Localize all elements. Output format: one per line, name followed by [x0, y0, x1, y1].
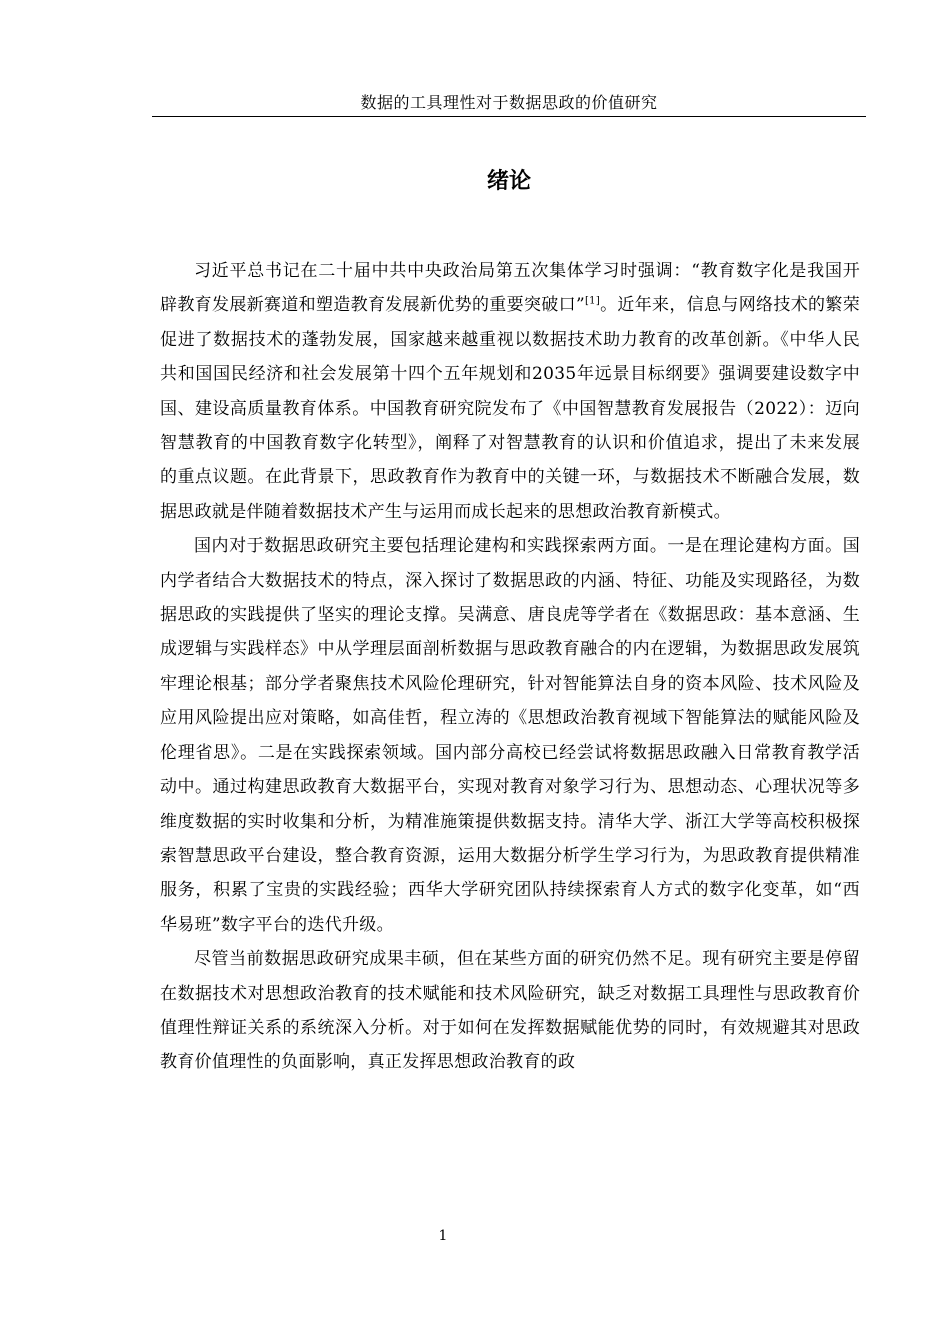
page-number: 1: [438, 1228, 448, 1244]
paragraph-2: 国内对于数据思政研究主要包括理论建构和实践探索两方面。一是在理论建构方面。国内学者结合大数据技术的特点，深入探讨了数据思政的内涵、特征、功能及实现路径，为数据思政的实践提供了坚实的理论支撑。吴满意、唐良虎等学者在《数据思政：基本意涵、生成逻辑与实践样态》中从学理层面剖析数据与思政教育融合的内在逻辑，为数据思政发展筑牢理论根基；部分学者聚焦技术风险伦理研究，针对智能算法自身的资本风险、技术风险及应用风险提出应对策略，如高佳哲，程立涛的《思想政治教育视域下智能算法的赋能风险及伦理省思》。二是在实践探索领域。国内部分高校已经尝试将数据思政融入日常教育教学活动中。通过构建思政教育大数据平台，实现对教育对象学习行为、思想动态、心理状况等多维度数据的实时收集和分析，为精准施策提供数据支持。清华大学、浙江大学等高校积极探索智慧思政平台建设，整合教育资源，运用大数据分析学生学习行为，为思政教育提供精准服务，积累了宝贵的实践经验；西华大学研究团队持续探索育人方式的数字化变革，如“西华易班”数字平台的迭代升级。: [160, 536, 860, 935]
paragraph-1-text-a: 习近平总书记在二十届中共中央政治局第五次集体学习时强调：“教育数字化是我国开辟教育发展新赛道和塑造教育发展新优势的重要突破口”: [160, 261, 860, 316]
running-header-title: 数据的工具理性对于数据思政的价值研究: [360, 93, 658, 112]
running-header: [152, 92, 866, 117]
paragraph-1-text-b: 。近年来，信息与网络技术的繁荣促进了数据技术的蓬勃发展，国家越来越重视以数据技术助力教育的改革创新。《中华人民共和国国民经济和社会发展第十四个五年规划和2035年远景目标纲要》强调要建设数字中国、建设高质量教育体系。中国教育研究院发布了《中国智慧教育发展报告（2022）：迈向智慧教育的中国教育数字化转型》，阐释了对智慧教育的认识和价值追求，提出了未来发展的重点议题。在此背景下，思政教育作为教育中的关键一环，与数据技术不断融合发展，数据思政就是伴随着数据技术产生与运用而成长起来的思想政治教育新模式。: [160, 295, 860, 522]
paragraph-3: 尽管当前数据思政研究成果丰硕，但在某些方面的研究仍然不足。现有研究主要是停留在数据技术对思想政治教育的技术赋能和技术风险研究，缺乏对数据工具理性与思政教育价值理性辩证关系的系统深入分析。对于如何在发挥数据赋能优势的同时，有效规避其对思政教育价值理性的负面影响，真正发挥思想政治教育的政: [160, 949, 860, 1073]
citation-marker: [1]: [584, 295, 601, 307]
body-text: [160, 254, 860, 1080]
page-title: 绪论: [486, 169, 531, 194]
paragraph-1: [160, 254, 860, 529]
